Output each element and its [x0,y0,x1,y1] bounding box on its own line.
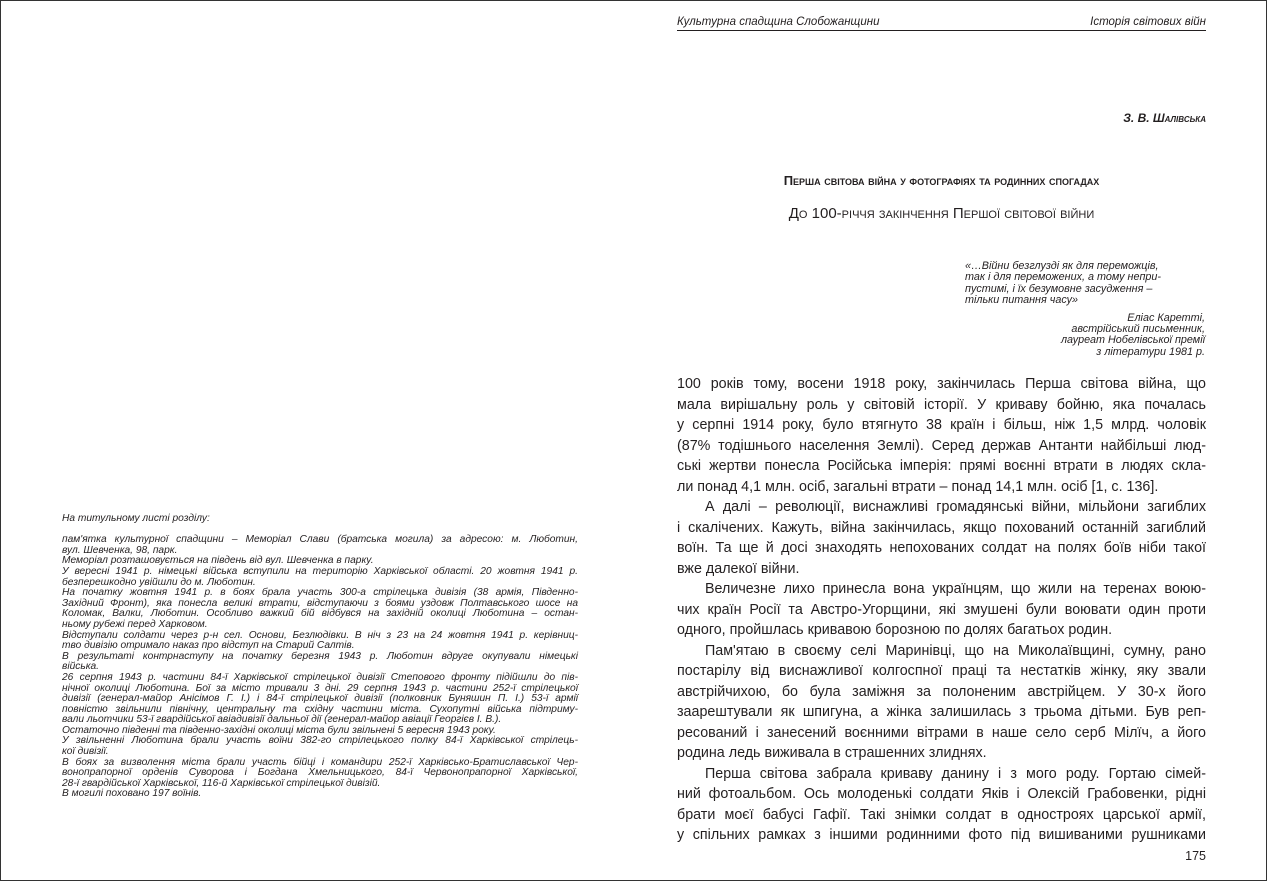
article-author: З. В. Шалівська [1123,111,1206,125]
note-line: кої дивізії. [62,746,109,758]
paragraph-line: ли понад 4,1 млн. осіб, загальні втрати – понад 14,1 млн. осіб [1, с. 136]. [677,478,1159,495]
paragraph-line: у серпні 1914 року, було втягнуто 38 країн і більш, ніж 1,5 млрд. чоловік [677,417,1206,433]
epigraph [965,261,1205,358]
article-subtitle: До 100-річчя закінчення Першої світової війни [788,205,1095,222]
paragraph-line: вже далекої війни. [677,560,800,577]
paragraph-line: чих країн Росії та Австро-Угорщини, які змушені були воювати один проти [677,601,1206,618]
epigraph-source [965,313,1205,359]
epigraph-quote-line: тільки питання часу» [965,294,1079,307]
paragraph-line: родина ледь виживала в страшенних злиднях. [677,745,987,761]
note-line: ньому рубежі перед Харковом. [62,618,208,630]
note-line: Коломак, Валки, Люботин. Особливо важкий бій відбувся на західній околиці Люботина – остан- [62,608,578,620]
note-line: На початку жовтня 1941 р. в боях брала участь 300-а стрілецька дивізія (38 армія, Південно- [62,587,578,599]
note-line: вул. Шевченка, 98, парк. [62,544,178,556]
page-number: 175 [1185,849,1206,863]
epigraph-quote-line: так і для переможених, а тому непри- [965,271,1162,284]
note-line: У звільненні Люботина брали участь воїни 382-го стрілецького полку 84-ї Харківської стрілець- [62,735,578,747]
note-line: Західний Фронт), яка понесла великі втрати, відступаючи з боями уздовж Полтавського шосе на [62,597,578,609]
paragraph-line: одного, пройшлась кривавою борозною по долях багатьох родин. [677,622,1113,638]
paragraph-line: і скалічених. Кажуть, війна закінчилась, якщо похований останній загиблий [677,519,1206,536]
note-line: 28-ї гвардійської Харківської, 116-й Харківської стрілецької дивізій. [62,777,381,789]
article-title: Перша світова війна у фотографіях та родинних спогадах [783,173,1100,188]
running-head-right: Історія світових війн [1090,16,1206,28]
paragraph-line: Пам'ятаю в своєму селі Маринівці, що на Миколаївщині, сумну, рано [705,642,1206,659]
note-line: вонопрапорної орденів Суворова і Богдана Хмельницького, 84-ї Червонопрапорної Харківської, [62,767,578,779]
epigraph-source-line: австрійський письменник, [1071,323,1205,336]
left-page-notes [62,514,578,800]
notes-heading: На титульному листі розділу: [62,513,210,524]
epigraph-quote-line: пустимі, і їх безумовне засудження – [965,282,1153,295]
epigraph-source-line: з літератури 1981 р. [1096,345,1205,358]
paragraph-line: у спільних рамках з іншими родинними фото під вишиваними рушниками [677,827,1206,843]
article-body [677,374,1206,846]
note-line: В боях за визволення міста брали участь бійці і командири 252-ї Харківсько-Братиславської Чер- [62,756,578,768]
paragraph-line: Величезне лихо принесла вона українцям, що жили на теренах воюю- [705,581,1206,597]
note-line: пам'ятка культурної спадщини – Меморіал Слави (братська могила) за адресою: м. Люботин, [62,534,578,546]
paragraph-line: ські жертви понесла Російська імперія: прямі воєнні втрати в людях скла- [677,458,1206,474]
note-line: безперешкодно увійшли до м. Люботин. [62,576,256,588]
note-line: нічної околиці Люботина. Бої за місто тривали 3 дні. 29 серпня 1943 р. частини 252-ї стрілецької [62,682,578,694]
note-line: повністю звільнили північну, центральну та східну частини міста. Сухопутні війська підтриму- [62,703,578,715]
note-line: В могилі поховано 197 воїнів. [62,788,202,800]
paragraph-line: воїн. Та ще й досі знаходять непохованих солдат на полях боїв ніби такої [677,540,1206,556]
note-line: війська. [62,661,100,673]
paragraph-line: заарештували як шпигуна, а жінка залишилась з трьома дітьми. Був реп- [677,704,1206,720]
paragraph-line: брати моєї бабусі Гафії. Такі знімки солдат в одностроях царської армії, [677,806,1206,823]
paragraph-line: 100 років тому, восени 1918 року, закінчилась Перша світова війна, що [677,376,1206,392]
note-line: тво дивізію отримало наказ про відступ на Старий Салтів. [62,640,355,652]
note-line: В результаті контрнаступу на початку березня 1943 р. Люботин вдруге окупували німецькі [62,650,578,662]
paragraph-line: австрійчихою, бо була заміжня за полоненим австрійцем. У 30-х його [677,683,1206,700]
paragraph-line: мала вирішальну роль у світовій історії. У криваву бойню, яка почалась [677,396,1206,413]
paragraph-line: (87% тодішнього населення Землі). Серед держав Антанти найбільші люд- [677,437,1206,454]
epigraph-quote [965,261,1205,307]
paragraph-line: ний фотоальбом. Ось молоденькі солдати Яків і Олексій Грабовенки, рідні [677,786,1206,802]
note-line: У вересні 1941 р. німецькі війська вступили на територію Харківської області. 20 жовтня 1941 р. [62,565,578,577]
note-line: Меморіал розташовується на південь від вул. Шевченка в парку. [62,555,374,567]
note-line: Відступали солдати через р-н сел. Основи, Безлюдівки. В ніч з 23 на 24 жовтня 1941 р. керівниц- [62,629,578,641]
paragraph-line: постарілу від виснажливої колгоспної праці та нестатків жінку, яку звали [677,663,1206,679]
note-line: 26 серпня 1943 р. частини 84-ї Харківської стрілецької дивізії Степового фронту підійшли до пів- [62,671,578,683]
paragraph-line: ресований і занесений воєнними вітрами в наше село серб Мілїч, а його [677,724,1206,741]
running-head [677,16,1206,31]
epigraph-quote-line: «…Війни безглузді як для переможців, [965,260,1159,272]
paragraph-line: А далі – революції, виснажливі громадянські війни, мільйони загиблих [705,499,1206,515]
epigraph-source-line: лауреат Нобелівської премії [1060,334,1205,347]
epigraph-source-line: Еліас Каретті, [1127,311,1205,324]
paragraph-line: Перша світова забрала криваву данину і з мого роду. Гортаю сімей- [705,765,1206,782]
note-line: дивізії (генерал-майор Анісімов Г. І.) і 84-ї стрілецької дивізії (полковник Буняшин П. І.) 53-ї армії [62,693,578,705]
running-head-left: Культурна спадщина Слобожанщини [677,16,880,28]
note-line: Остаточно південні та південно-західні околиці міста були звільнені 5 вересня 1943 року. [62,724,496,736]
note-line: вали льотчики 53-ї гвардійської авіадивізії дальньої дії (генерал-майор авіації Георгієв І. В.). [62,714,502,726]
